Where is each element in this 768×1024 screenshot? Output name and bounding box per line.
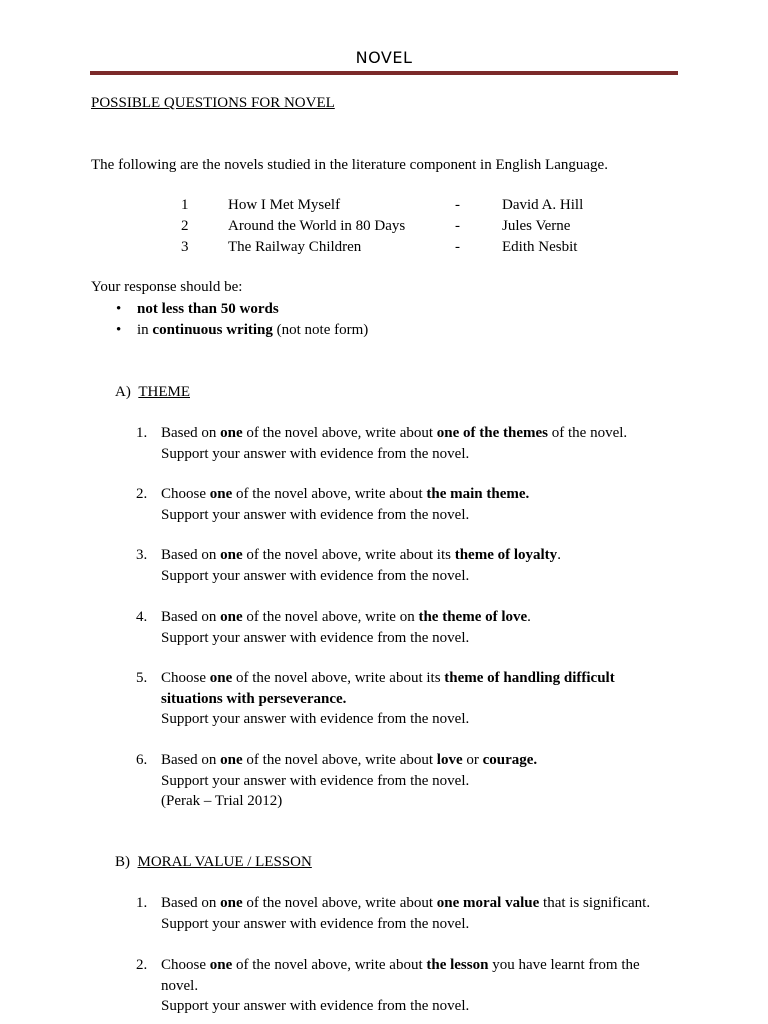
question-text: Choose one of the novel above, write about its theme of handling difficult situations with perseverance. Support your answer with evidence from the novel. (161, 670, 615, 727)
novel-dash: - (455, 239, 460, 255)
intro-text: The following are the novels studied in the literature component in English Language. (91, 157, 608, 173)
question-number: 2. (136, 486, 148, 502)
novel-title: The Railway Children (228, 239, 362, 255)
question-number: 6. (136, 752, 148, 768)
novel-row (0, 237, 768, 258)
title-divider (90, 71, 678, 75)
question-text: Based on one of the novel above, write about one of the themes of the novel. Support your answer with evidence from the novel. (161, 425, 628, 462)
document-subtitle: POSSIBLE QUESTIONS FOR NOVEL (91, 95, 335, 111)
bullet-icon: • (116, 322, 122, 338)
novel-title: How I Met Myself (228, 197, 341, 213)
question-number: 5. (136, 670, 148, 686)
response-label: Your response should be: (91, 279, 243, 295)
novel-number: 3 (181, 239, 189, 255)
list-item (136, 423, 627, 464)
list-item (136, 607, 531, 648)
section-heading-theme (115, 382, 190, 403)
question-text: Based on one of the novel above, write on the theme of love. Support your answer with evidence from the novel. (161, 609, 531, 646)
novel-author: Edith Nesbit (502, 239, 578, 255)
question-text: Choose one of the novel above, write about the lesson you have learnt from the novel. Support your answer with evidence from the novel. (161, 957, 640, 1014)
bullet-bold-text: continuous writing (152, 322, 273, 338)
novel-dash: - (455, 197, 460, 213)
question-number: 4. (136, 609, 148, 625)
bullet-text: (not note form) (272, 322, 369, 338)
question-text: Based on one of the novel above, write about one moral value that is significant. Support your answer with evidence from the novel. (161, 895, 651, 932)
page-title: NOVEL (355, 48, 413, 67)
section-title: MORAL VALUE / LESSON (137, 854, 312, 870)
list-item (136, 893, 650, 934)
list-item (116, 299, 279, 320)
list-item (136, 955, 640, 1017)
list-item (136, 545, 561, 586)
source-note: (Perak – Trial 2012) (161, 793, 283, 809)
question-number: 2. (136, 957, 148, 973)
question-text: Based on one of the novel above, write about its theme of loyalty. Support your answer with evidence from the novel. (161, 547, 561, 584)
section-letter: A) (115, 384, 131, 400)
novel-number: 2 (181, 218, 189, 234)
novel-list (0, 195, 768, 258)
novel-row (0, 216, 768, 237)
novel-dash: - (455, 218, 460, 234)
novel-number: 1 (181, 197, 189, 213)
novel-author: Jules Verne (502, 218, 571, 234)
question-text: Choose one of the novel above, write about the main theme. Support your answer with evidence from the novel. (161, 486, 530, 523)
bullet-text: in (137, 322, 153, 338)
novel-title: Around the World in 80 Days (228, 218, 406, 234)
question-number: 1. (136, 425, 148, 441)
list-item (136, 750, 537, 812)
list-item (136, 484, 529, 525)
section-heading-moral (115, 852, 312, 873)
question-number: 3. (136, 547, 148, 563)
section-letter: B) (115, 854, 130, 870)
question-text: Based on one of the novel above, write about love or courage. Support your answer with evidence from the novel. (Perak – Trial 2012) (161, 752, 538, 809)
list-item (136, 668, 615, 730)
bullet-text: not less than 50 words (137, 301, 279, 317)
section-title: THEME (138, 384, 190, 400)
question-number: 1. (136, 895, 148, 911)
novel-row (0, 195, 768, 216)
list-item (116, 320, 368, 341)
bullet-icon: • (116, 301, 122, 317)
novel-author: David A. Hill (502, 197, 584, 213)
